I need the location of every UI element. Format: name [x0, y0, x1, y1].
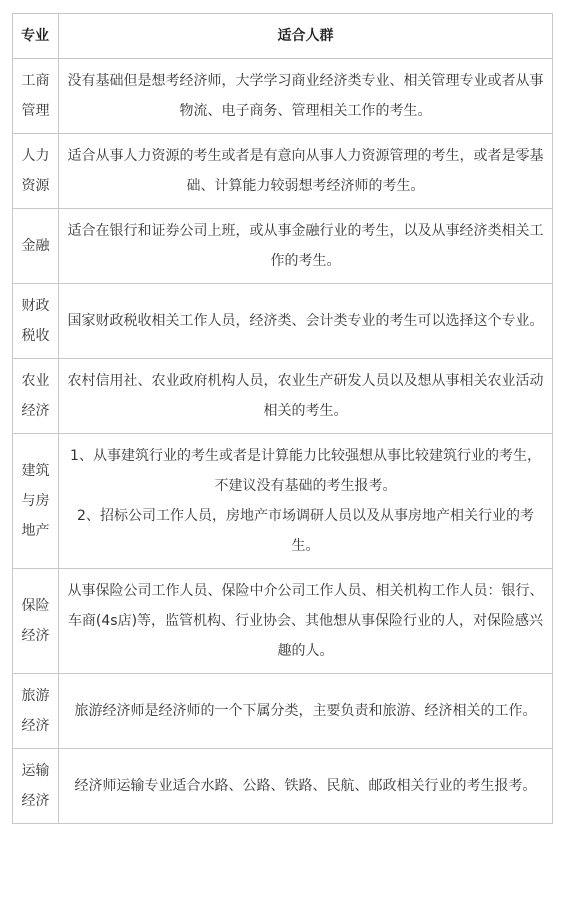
table-row: [13, 434, 553, 569]
table-row: [13, 209, 553, 284]
audience-paragraph: 经济师运输专业适合水路、公路、铁路、民航、邮政相关行业的考生报考。: [74, 778, 537, 794]
major-name: 旅游经济: [13, 674, 59, 749]
major-name: 工商管理: [13, 59, 59, 134]
header-major: 专业: [13, 14, 59, 59]
audience-description: [59, 434, 553, 569]
table-row: [13, 749, 553, 824]
table-row: [13, 59, 553, 134]
audience-description: [59, 569, 553, 674]
audience-description: [59, 134, 553, 209]
audience-paragraph: 适合从事人力资源的考生或者是有意向从事人力资源管理的考生，或者是零基础、计算能力较弱想考经济师的考生。: [67, 148, 544, 194]
audience-paragraph: 1、从事建筑行业的考生或者是计算能力比较强想从事比较建筑行业的考生，不建议没有基础的考生报考。: [70, 448, 541, 494]
audience-paragraph: 国家财政税收相关工作人员，经济类、会计类专业的考生可以选择这个专业。: [67, 313, 544, 329]
major-name: 人力资源: [13, 134, 59, 209]
table-header-row: [13, 14, 553, 59]
audience-description: [59, 284, 553, 359]
audience-description: [59, 209, 553, 284]
audience-paragraph: 2、招标公司工作人员，房地产市场调研人员以及从事房地产相关行业的考生。: [77, 508, 534, 554]
audience-description: [59, 359, 553, 434]
table-row: [13, 134, 553, 209]
major-name: 农业经济: [13, 359, 59, 434]
table-row: [13, 284, 553, 359]
table-row: [13, 674, 553, 749]
audience-paragraph: 适合在银行和证券公司上班，或从事金融行业的考生，以及从事经济类相关工作的考生。: [67, 223, 544, 269]
audience-description: [59, 749, 553, 824]
table-row: [13, 569, 553, 674]
audience-paragraph: 没有基础但是想考经济师，大学学习商业经济类专业、相关管理专业或者从事物流、电子商务、管理相关工作的考生。: [67, 73, 544, 119]
majors-table: [12, 13, 553, 824]
table-row: [13, 359, 553, 434]
major-name: 金融: [13, 209, 59, 284]
audience-paragraph: 从事保险公司工作人员、保险中介公司工作人员、相关机构工作人员：银行、车商(4s店)等，监管机构、行业协会、其他想从事保险行业的人，对保险感兴趣的人。: [67, 583, 544, 659]
header-audience: 适合人群: [59, 14, 553, 59]
major-name: 财政税收: [13, 284, 59, 359]
audience-paragraph: 农村信用社、农业政府机构人员，农业生产研发人员以及想从事相关农业活动相关的考生。: [67, 373, 544, 419]
major-name: 保险经济: [13, 569, 59, 674]
table-body: [13, 59, 553, 824]
major-name: 建筑与房地产: [13, 434, 59, 569]
audience-description: [59, 674, 553, 749]
audience-description: [59, 59, 553, 134]
major-name: 运输经济: [13, 749, 59, 824]
audience-paragraph: 旅游经济师是经济师的一个下属分类，主要负责和旅游、经济相关的工作。: [74, 703, 537, 719]
